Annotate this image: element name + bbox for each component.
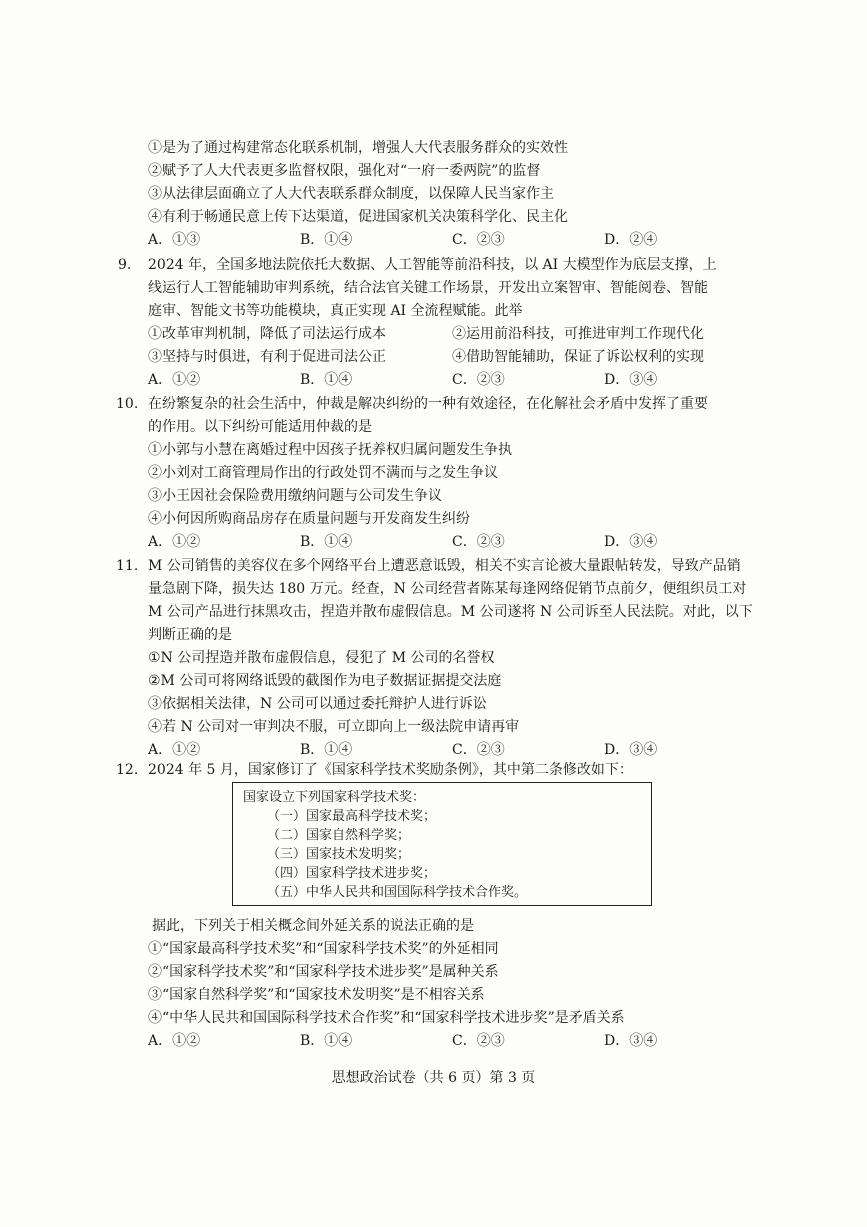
q11-options [148,740,848,760]
q11-statement-2: ②M 公司可将网络诋毁的截图作为电子数据证据提交法庭 [148,673,502,689]
q10-stem-1: 在纷繁复杂的社会生活中，仲裁是解决纠纷的一种有效途径，在化解社会矛盾中发挥了重要 [148,396,708,412]
regulation-quote-box [232,782,652,906]
q12-stem: 2024 年 5 月，国家修订了《国家科学技术奖励条例》，其中第二条修改如下： [148,762,633,778]
option-c: C．②③ [452,232,505,248]
q10-stem-2: 的作用。以下纠纷可能适用仲裁的是 [148,419,372,435]
q11-stem-1: M 公司销售的美容仪在多个网络平台上遭恶意诋毁，相关不实言论被大量跟帖转发，导致产品销 [148,558,741,574]
option-c: C．②③ [452,1033,505,1049]
option-b: B．①④ [300,1033,353,1049]
option-d: D．③④ [604,534,658,550]
q9-number: 9. [118,257,132,273]
q12-statement-2: ②“国家科学技术奖”和“国家科学技术进步奖”是属种关系 [148,964,499,980]
q11-statement-1: ①N 公司捏造并散布虚假信息，侵犯了 M 公司的名誉权 [148,650,495,666]
q9-statement-1: ①改革审判机制，降低了司法运行成本 [148,326,386,342]
q9-statement-4: ④借助智能辅助，保证了诉讼权利的实现 [452,349,704,365]
option-d: D．③④ [604,372,658,388]
q12-statement-1: ①“国家最高科学技术奖”和“国家科学技术奖”的外延相同 [148,941,499,957]
q9-stem-3: 庭审、智能文书等功能模块，真正实现 AI 全流程赋能。此举 [148,303,523,319]
option-c: C．②③ [452,742,505,758]
q11-number: 11. [116,558,139,574]
q11-stem-3: M 公司产品进行抹黑攻击，捏造并散布虚假信息。M 公司遂将 N 公司诉至人民法院。对此，以下 [148,604,753,620]
box-line-2: （一）国家最高科学技术奖； [267,809,437,824]
box-line-1: 国家设立下列国家科学技术奖： [243,790,426,805]
q9-options [148,370,848,390]
box-line-6: （五）中华人民共和国国际科学技术合作奖。 [267,885,528,900]
q9-statement-2: ②运用前沿科技，可推进审判工作现代化 [452,326,704,342]
option-b: B．①④ [300,372,353,388]
option-b: B．①④ [300,742,353,758]
q8-statement-2: ②赋予了人大代表更多监督权限，强化对“一府一委两院”的监督 [148,163,541,179]
q12-statement-4: ④“中华人民共和国国际科学技术合作奖”和“国家科学技术进步奖”是矛盾关系 [148,1010,625,1026]
page-footer: 思想政治试卷（共 6 页）第 3 页 [331,1070,536,1086]
option-a: A．①② [148,372,201,388]
option-d: D．③④ [604,742,658,758]
q11-statement-4: ④若 N 公司对一审判决不服，可立即向上一级法院申请再审 [148,719,520,735]
q10-statement-4: ④小何因所购商品房存在质量问题与开发商发生纠纷 [148,511,470,527]
q10-number: 10. [116,396,139,412]
q11-stem-4: 判断正确的是 [148,627,232,643]
q11-statement-3: ③依据相关法律，N 公司可以通过委托辩护人进行诉讼 [148,696,487,712]
box-line-5: （四）国家科学技术进步奖； [267,866,437,881]
q8-statement-3: ③从法律层面确立了人大代表联系群众制度，以保障人民当家作主 [148,186,554,202]
q10-statement-3: ③小王因社会保险费用缴纳问题与公司发生争议 [148,488,442,504]
option-d: D．③④ [604,1033,658,1049]
box-line-4: （三）国家技术发明奖； [267,847,411,862]
option-c: C．②③ [452,534,505,550]
option-d: D．②④ [604,232,658,248]
q12-options [148,1031,848,1051]
option-a: A．①② [148,534,201,550]
option-b: B．①④ [300,232,353,248]
box-line-3: （二）国家自然科学奖； [267,828,411,843]
option-b: B．①④ [300,534,353,550]
q10-statement-1: ①小郭与小慧在离婚过程中因孩子抚养权归属问题发生争执 [148,442,512,458]
q10-options [148,532,848,552]
q9-stem-1: 2024 年，全国多地法院依托大数据、人工智能等前沿科技，以 AI 大模型作为底层支撑，上 [148,257,717,273]
option-a: A．①③ [148,232,201,248]
q9-stem-2: 线运行人工智能辅助审判系统，结合法官关键工作场景，开发出立案智审、智能阅卷、智能 [148,280,708,296]
q11-stem-2: 量急剧下降，损失达 180 万元。经查，N 公司经营者陈某每逢网络促销节点前夕，便组织员工对 [148,581,747,597]
q12-lead: 据此，下列关于相关概念间外延关系的说法正确的是 [152,918,474,934]
q10-statement-2: ②小刘对工商管理局作出的行政处罚不满而与之发生争议 [148,465,498,481]
q9-statement-3: ③坚持与时俱进，有利于促进司法公正 [148,349,386,365]
option-c: C．②③ [452,372,505,388]
q8-options [148,230,848,250]
option-a: A．①② [148,742,201,758]
q12-statement-3: ③“国家自然科学奖”和“国家技术发明奖”是不相容关系 [148,987,485,1003]
option-a: A．①② [148,1033,201,1049]
q8-statement-4: ④有利于畅通民意上传下达渠道，促进国家机关决策科学化、民主化 [148,209,568,225]
q12-number: 12. [116,762,139,778]
q8-statement-1: ①是为了通过构建常态化联系机制，增强人大代表服务群众的实效性 [148,140,568,156]
